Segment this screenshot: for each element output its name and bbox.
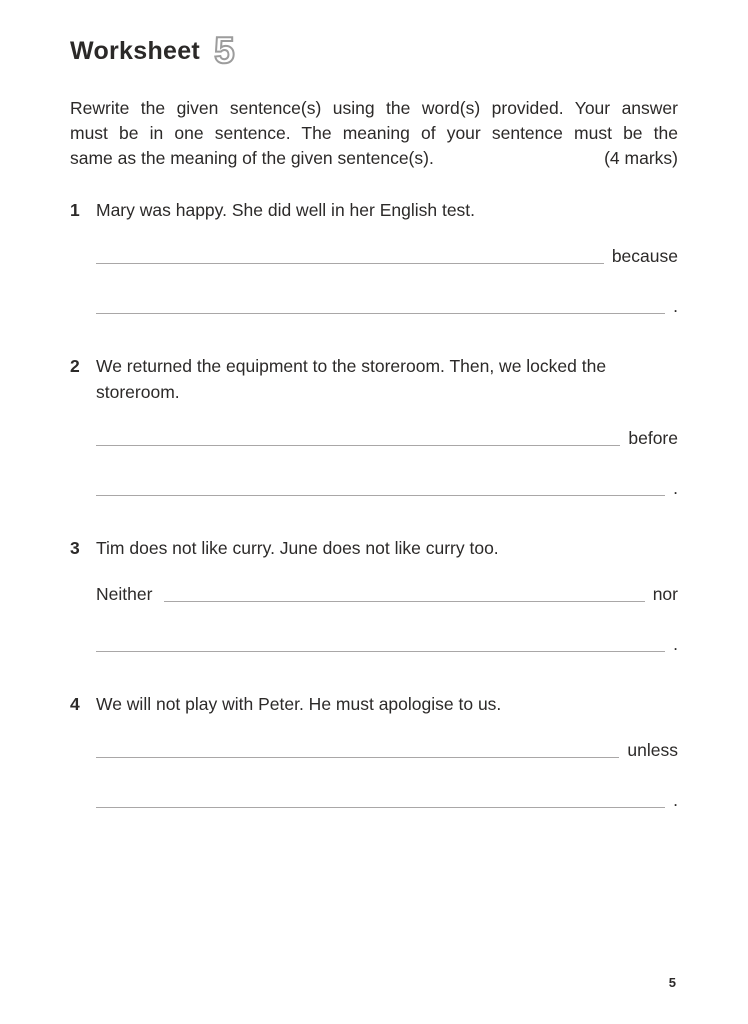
- question-number: 3: [70, 538, 80, 558]
- page-number: 5: [668, 975, 676, 990]
- question-2-answers: [96, 425, 678, 501]
- question-2: [70, 353, 678, 501]
- question-4-answers: [96, 737, 678, 813]
- question-1-answers: [96, 243, 678, 319]
- answer-blank-line[interactable]: [164, 600, 644, 602]
- question-text: Mary was happy. She did well in her English test.: [96, 200, 476, 220]
- answer-row: [96, 243, 678, 269]
- page-title: [70, 30, 678, 71]
- answer-row: [96, 581, 678, 607]
- answer-blank-line[interactable]: [96, 312, 665, 314]
- answer-keyword: nor: [652, 584, 678, 604]
- marks-label: (4 marks): [604, 148, 678, 168]
- answer-end-punctuation: .: [673, 478, 678, 498]
- question-text: We returned the equipment to the storeroom. Then, we locked the storeroom.: [96, 356, 607, 402]
- instructions-block: [70, 96, 678, 171]
- question-number: 2: [70, 356, 80, 376]
- question-3: [70, 535, 678, 657]
- answer-row: [96, 475, 678, 501]
- answer-end-punctuation: .: [673, 790, 678, 810]
- question-text: We will not play with Peter. He must apologise to us.: [96, 694, 502, 714]
- answer-blank-line[interactable]: [96, 650, 665, 652]
- answer-blank-line[interactable]: [96, 494, 665, 496]
- answer-blank-line[interactable]: [96, 444, 620, 446]
- question-2-head: [70, 353, 678, 405]
- question-3-head: [70, 535, 678, 561]
- answer-row: [96, 293, 678, 319]
- question-number: 4: [70, 694, 80, 714]
- answer-keyword: unless: [627, 740, 678, 760]
- answer-row: [96, 787, 678, 813]
- question-text: Tim does not like curry. June does not like curry too.: [96, 538, 499, 558]
- answer-prefix: Neither: [96, 584, 153, 604]
- worksheet-title-label: Worksheet: [70, 37, 201, 65]
- answer-row: [96, 631, 678, 657]
- answer-row: [96, 737, 678, 763]
- question-1-head: [70, 197, 678, 223]
- answer-blank-line[interactable]: [96, 262, 604, 264]
- answer-keyword: because: [611, 246, 678, 266]
- worksheet-number-outline: 5: [214, 30, 235, 71]
- instructions-line-3-text: same as the meaning of the given sentence(s).: [70, 148, 434, 168]
- question-4: [70, 691, 678, 813]
- instructions-line-1: Rewrite the given sentence(s) using the word(s) provided. Your answer: [70, 98, 678, 118]
- answer-end-punctuation: .: [673, 296, 678, 316]
- question-number: 1: [70, 200, 80, 220]
- instructions-line-2: must be in one sentence. The meaning of your sentence must be the: [70, 123, 678, 143]
- question-3-answers: [96, 581, 678, 657]
- question-4-head: [70, 691, 678, 717]
- answer-keyword: before: [628, 428, 678, 448]
- answer-row: [96, 425, 678, 451]
- instructions-line-3: [70, 146, 678, 171]
- answer-end-punctuation: .: [673, 634, 678, 654]
- answer-blank-line[interactable]: [96, 756, 619, 758]
- question-1: [70, 197, 678, 319]
- answer-blank-line[interactable]: [96, 806, 665, 808]
